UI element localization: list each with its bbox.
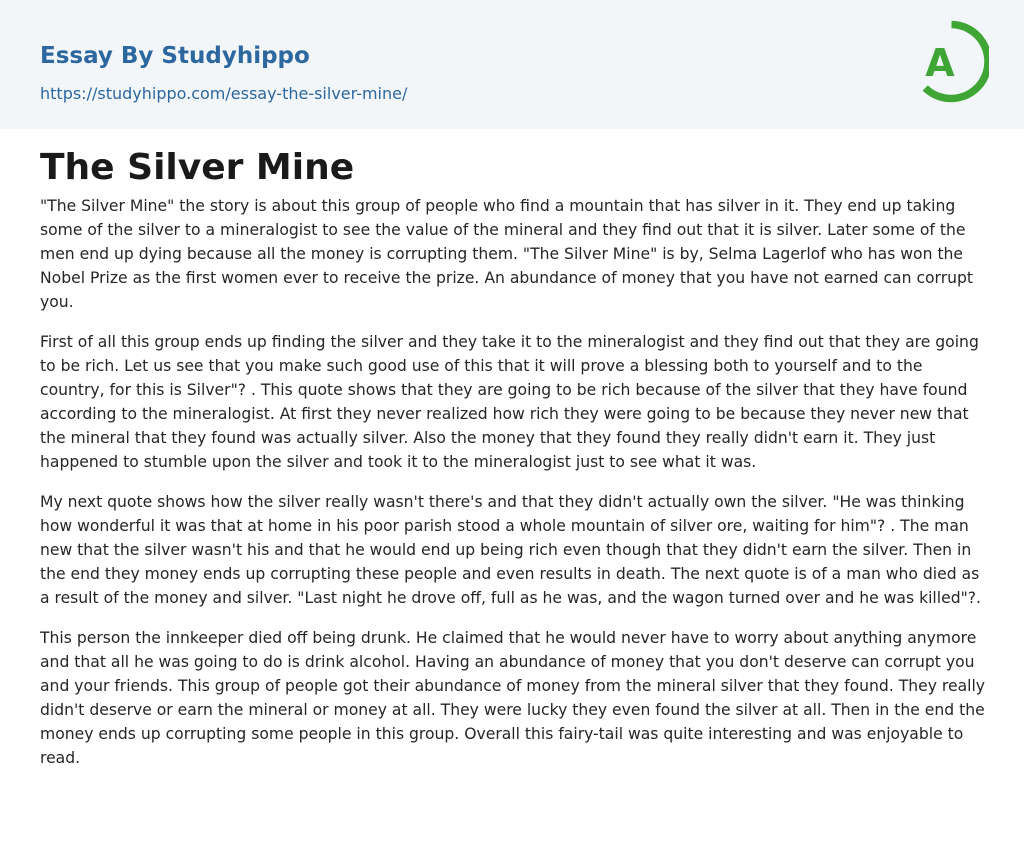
essay-paragraph: "The Silver Mine" the story is about this group of people who find a mountain that has silver in it. They end up taking some of the silver to a mineralogist to see the value of the mineral and they find out that it is silver. Later some of the men end up dying because all the money is corrupting them. "The Silver Mine" is by, Selma Lagerlof who has won the Nobel Prize as the first women ever to receive the prize. An abundance of money that you have not earned can corrupt you.: [40, 197, 974, 311]
essay-body: [40, 194, 990, 786]
essay-title: The Silver Mine: [40, 147, 355, 188]
site-header: [0, 0, 1024, 129]
brand-title[interactable]: Essay By Studyhippo: [40, 43, 310, 69]
essay-paragraph: My next quote shows how the silver really wasn't there's and that they didn't actually own the silver. "He was thinking how wonderful it was that at home in his poor parish stood a whole mountain of silver ore, waiting for him"? . The man new that the silver wasn't his and that he would end up being rich even though that they didn't earn the silver. Then in the end they money ends up corrupting these people and even results in death. The next quote is of a man who died as a result of the money and silver. "Last night he drove off, full as he was, and the wagon turned over and he was killed"?.: [40, 493, 981, 607]
logo-letter: A: [925, 41, 955, 85]
essay-url-link[interactable]: https://studyhippo.com/essay-the-silver-mine/: [40, 84, 408, 103]
essay-paragraph: First of all this group ends up finding the silver and they take it to the mineralogist and they find out that they are going to be rich. Let us see that you make such good use of this that it will prove a blessing both to yourself and to the country, for this is Silver"? . This quote shows that they are going to be rich because of the silver that they have found according to the mineralogist. At first they never realized how rich they were going to be because they never new that the mineral that they found was actually silver. Also the money that they found they really didn't earn it. They just happened to stumble upon the silver and took it to the mineralogist just to see what it was.: [40, 333, 979, 471]
essay-paragraph: This person the innkeeper died off being drunk. He claimed that he would never have to worry about anything anymore and that all he was going to do is drink alcohol. Having an abundance of money that you don't deserve can corrupt you and your friends. This group of people got their abundance of money from the mineral silver that they found. They really didn't deserve or earn the mineral or money at all. They were lucky they even found the silver at all. Then in the end the money ends up corrupting some people in this group. Overall this fairy-tail was quite interesting and was enjoyable to read.: [40, 629, 986, 767]
studyhippo-logo-icon[interactable]: [903, 16, 989, 108]
